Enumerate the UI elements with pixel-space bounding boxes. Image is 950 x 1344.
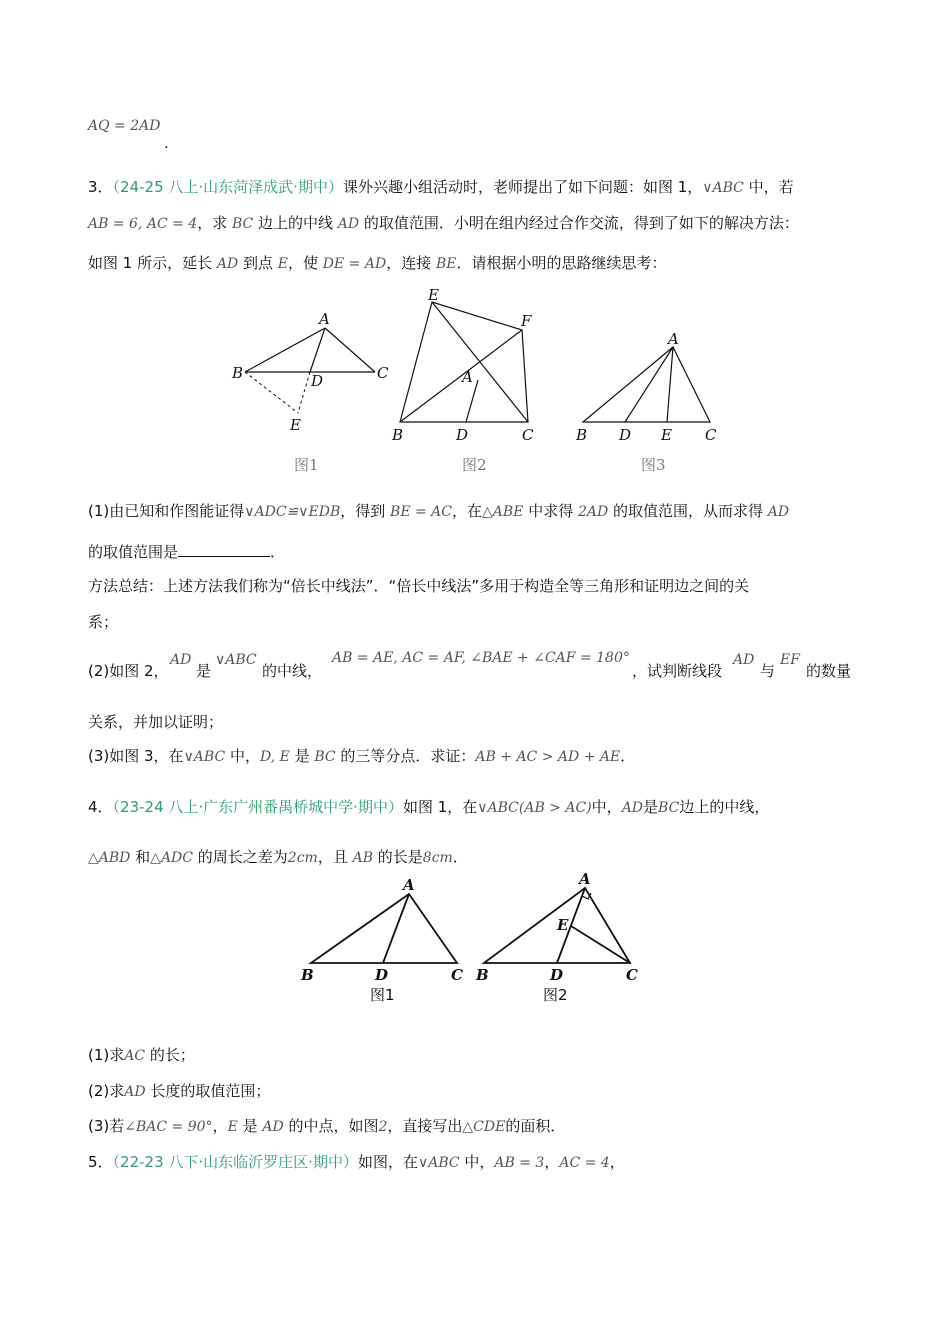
text: (3)若 [88, 1117, 125, 1135]
q3-part3 [88, 745, 635, 768]
text: ，试判断线段 [632, 662, 723, 680]
q4-figure-1 [300, 876, 463, 1004]
text: 是 [196, 662, 212, 680]
label-A: A [319, 310, 330, 328]
q3-part2-ABC [215, 648, 257, 671]
text: (2)求 [88, 1082, 125, 1100]
q4-figure-2 [475, 870, 638, 1004]
text: 到点 [238, 254, 278, 272]
text: 的中点，如图 [283, 1117, 379, 1135]
label-D: D [550, 966, 564, 984]
text: ． [620, 747, 636, 765]
q4-part1 [88, 1044, 195, 1067]
text: ， [544, 1153, 560, 1171]
label-B: B [392, 426, 404, 444]
math: ∨ABC [477, 800, 519, 816]
math: 2cm [287, 850, 318, 866]
label-D: D [311, 372, 324, 390]
math: (AB > AC) [518, 800, 592, 816]
q3-line2 [88, 212, 799, 235]
text: 方法总结：上述方法我们称为“倍长中线法”．“倍长中线法”多用于构造全等三角形和证明边之间的关 [88, 577, 750, 595]
label-B: B [476, 966, 489, 984]
segment-AD [466, 380, 478, 422]
text: ，使 [287, 254, 323, 272]
text: 是 [237, 1117, 263, 1135]
math: DE = AD [322, 256, 387, 272]
math: AC = 4 [559, 1155, 610, 1171]
text: ，直接写出 [387, 1117, 463, 1135]
text: (1)由已知和作图能证得 [88, 502, 245, 520]
text: 的中线， [262, 662, 323, 680]
label-A: A [462, 368, 473, 386]
text: ，在 [452, 502, 483, 520]
q4-part2 [88, 1080, 270, 1103]
segment-AC [325, 328, 375, 372]
text: 如图，在 [357, 1153, 418, 1171]
q3-part2-judge [632, 660, 722, 682]
triangle-ABC [311, 894, 457, 963]
label-C: C [626, 966, 638, 984]
math: ∨ABC [702, 180, 744, 196]
text: 长度的取值范围； [145, 1082, 271, 1100]
math: △CDE [462, 1119, 506, 1135]
q3-part2-AD2 [733, 648, 754, 671]
q4-part3 [88, 1115, 565, 1138]
q3-part2-conditions [332, 646, 630, 669]
question-number: 3． [88, 178, 113, 196]
math: △ABD [88, 850, 131, 866]
question-number: 5． [88, 1153, 113, 1171]
caption-fig1: 图1 [370, 986, 395, 1004]
question-source: （23-24 八上·广东广州番禺桥城中学·期中） [112, 798, 403, 816]
q3-part2-AD [170, 648, 191, 671]
math: BE = AC [390, 504, 453, 520]
math: ∨ABC [215, 652, 257, 668]
formula: AQ = 2AD [88, 118, 161, 134]
label-D: D [375, 966, 389, 984]
q3-part2-shi [196, 660, 211, 682]
math: 2 [378, 1119, 388, 1135]
text: 边上的中线， [679, 798, 770, 816]
text: 的数量 [806, 662, 852, 680]
label-B: B [576, 426, 588, 444]
q3-summary-line1 [88, 575, 749, 597]
math: E [227, 1119, 238, 1135]
text: 是 [643, 798, 659, 816]
q3-figures [0, 282, 950, 482]
triangle-ABC [583, 347, 710, 422]
question-source: （24-25 八上·山东菏泽成武·期中） [112, 178, 343, 196]
label-D: D [456, 426, 469, 444]
text: 的取值范围是 [88, 543, 179, 561]
text: 和 [130, 848, 151, 866]
q3-part1-line1 [88, 500, 789, 523]
caption-fig1: 图1 [294, 456, 319, 474]
q3-part2-line2 [88, 711, 223, 733]
math: AD [621, 800, 644, 816]
caption-fig2: 图2 [462, 456, 487, 474]
label-E: E [557, 916, 569, 934]
figure-3 [575, 330, 717, 474]
label-E: E [290, 416, 301, 434]
text: 课外兴趣小组活动时，老师提出了如下问题：如图 1， [342, 178, 703, 196]
question-number: 4． [88, 798, 113, 816]
math: ∠BAC = 90° [124, 1119, 213, 1135]
text: 中， [459, 1153, 495, 1171]
text: ，且 [317, 848, 353, 866]
text: 系； [88, 613, 119, 631]
q4-line1 [88, 796, 769, 819]
label-C: C [451, 966, 463, 984]
figure-1 [231, 310, 389, 474]
text: ，求 [197, 214, 232, 232]
math: AD [124, 1084, 146, 1100]
math: AB = 6, AC = 4 [88, 216, 198, 232]
math: BC [314, 749, 336, 765]
math: D, E [259, 749, 290, 765]
text: 如图 1，在 [402, 798, 478, 816]
segment-DE-dashed [298, 372, 310, 413]
label-F: F [521, 312, 532, 330]
text: 的取值范围．小明在组内经过合作交流，得到了如下的解决方法： [359, 214, 799, 232]
math: 8cm [422, 850, 453, 866]
text: (3)如图 3，在 [88, 747, 184, 765]
math: △ABE [482, 504, 524, 520]
q3-line1 [88, 176, 794, 199]
text: 如图 1 所示，延长 [88, 254, 217, 272]
text: (1)求 [88, 1046, 125, 1064]
label-A: A [403, 876, 415, 894]
q3-part2-line1 [88, 660, 169, 682]
text: 与 [760, 662, 776, 680]
q4-figures [0, 870, 950, 1010]
text: 中，若 [743, 178, 794, 196]
math: ∨ABC [183, 749, 226, 765]
text: 的长是 [373, 848, 423, 866]
figure-2 [391, 286, 534, 474]
prev-period [164, 132, 169, 154]
text: ， [609, 1153, 625, 1171]
label-D: D [619, 426, 632, 444]
text: ． [270, 543, 286, 561]
answer-blank[interactable] [178, 542, 270, 557]
text: ，得到 [340, 502, 391, 520]
math: △ADC [150, 850, 193, 866]
label-C: C [522, 426, 534, 444]
q3-part2-EF [780, 648, 800, 671]
label-E: E [661, 426, 672, 444]
text: (2)如图 2， [88, 662, 169, 680]
q3-part2-yu [760, 660, 775, 682]
text: ，连接 [386, 254, 436, 272]
label-B: B [232, 364, 244, 382]
text: 的面积． [505, 1117, 566, 1135]
q3-part2-shuliang [806, 660, 851, 682]
q3-line3 [88, 252, 667, 275]
segment-AD [383, 894, 409, 963]
segment-AD [625, 347, 673, 422]
math: AD [337, 216, 360, 232]
segment-AB [245, 328, 325, 372]
q3-part1-line2 [88, 541, 285, 563]
label-A: A [579, 870, 591, 888]
math: AD [262, 1119, 284, 1135]
math: AB = 3 [494, 1155, 545, 1171]
caption-fig3: 图3 [641, 456, 666, 474]
text: ．请根据小明的思路继续思考： [456, 254, 667, 272]
math: E [277, 256, 288, 272]
math: AD [767, 504, 790, 520]
segment-EC [571, 926, 630, 963]
segment-AE [667, 347, 673, 422]
text: ． [452, 848, 468, 866]
text: ， [212, 1117, 228, 1135]
math: ∨ADC≌∨EDB [244, 504, 341, 520]
text: 中， [591, 798, 622, 816]
segment-BE-dashed [245, 372, 298, 413]
math: ∨ABC [417, 1155, 460, 1171]
math: AB [352, 850, 373, 866]
math: BC [231, 216, 254, 232]
math: AD [170, 652, 192, 668]
quad-outline [400, 302, 528, 422]
prev-answer-line [88, 114, 160, 137]
text: 的三等分点．求证： [335, 747, 476, 765]
label-C: C [377, 364, 389, 382]
math: EF [780, 652, 800, 668]
text: 关系，并加以证明； [88, 713, 224, 731]
math: AC [124, 1048, 146, 1064]
q4-line2 [88, 846, 468, 869]
text: 的长； [145, 1046, 195, 1064]
math: AD [733, 652, 755, 668]
text: 中， [225, 747, 260, 765]
text: 的周长之差为 [193, 848, 288, 866]
segment-BF [400, 330, 522, 422]
text: 边上的中线 [253, 214, 338, 232]
question-source: （22-23 八下·山东临沂罗庄区·期中） [112, 1153, 358, 1171]
label-B: B [301, 966, 314, 984]
math: AB = AE, AC = AF, ∠BAE + ∠CAF = 180° [332, 650, 630, 666]
q3-summary-line2 [88, 611, 118, 633]
math: BC [658, 800, 680, 816]
label-E: E [428, 286, 439, 304]
text: 中求得 [523, 502, 578, 520]
q5-line1 [88, 1151, 625, 1174]
label-A: A [668, 330, 679, 348]
text: 是 [289, 747, 315, 765]
math: 2AD [577, 504, 609, 520]
caption-fig2: 图2 [543, 986, 568, 1004]
math: AB + AC > AD + AE [475, 749, 621, 765]
period: . [164, 134, 169, 152]
math: AD [216, 256, 239, 272]
math: BE [435, 256, 457, 272]
text: 的取值范围，从而求得 [608, 502, 768, 520]
q3-part2-zhongxian [262, 660, 322, 682]
label-C: C [705, 426, 717, 444]
